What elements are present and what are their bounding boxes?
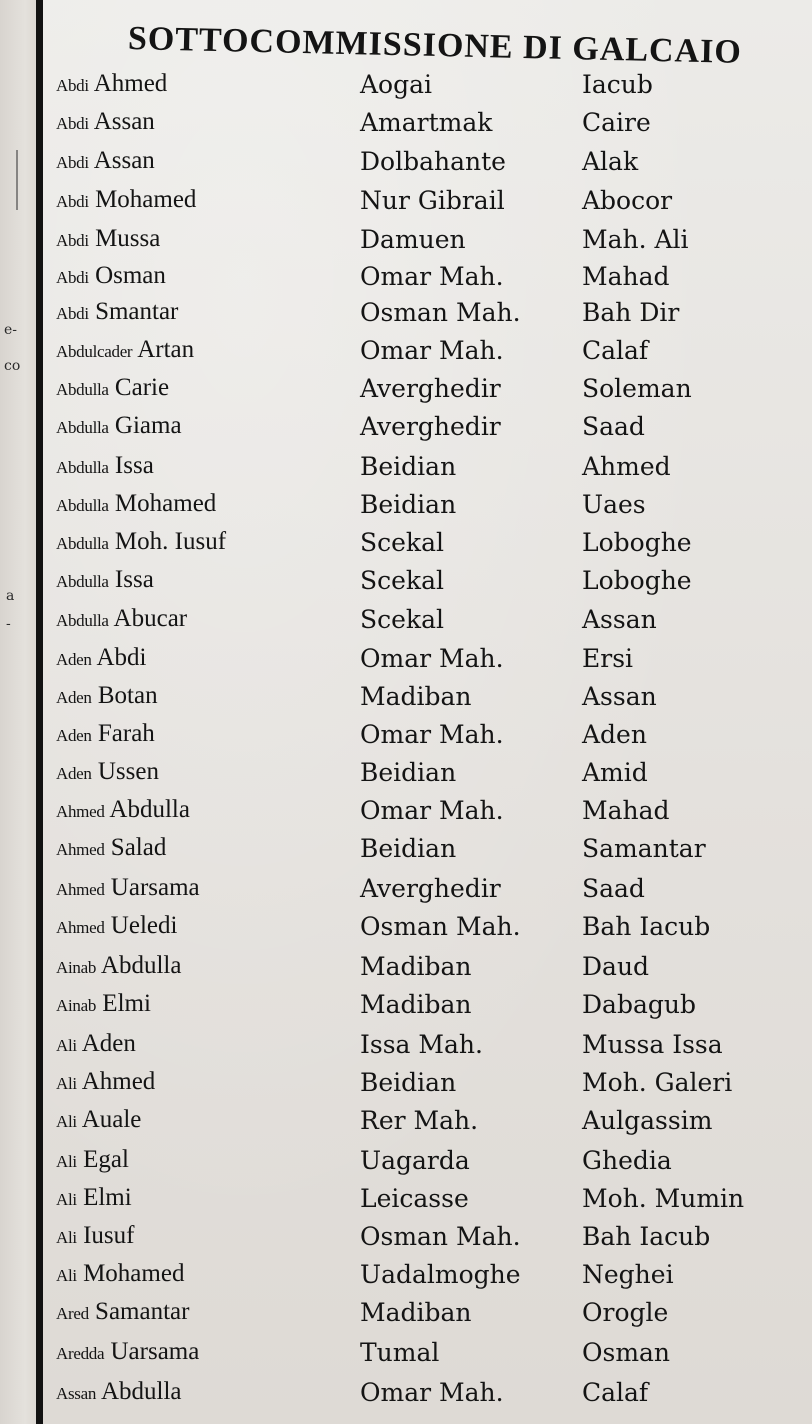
list-row — [0, 374, 812, 410]
list-row — [0, 262, 812, 298]
subclan-name: Mahad — [582, 262, 670, 291]
tribe-name: Madiban — [360, 1298, 472, 1327]
subclan-name: Mah. Ali — [582, 225, 689, 254]
tribe-name: Rer Mah. — [360, 1106, 479, 1135]
margin-text-fragment: a — [6, 588, 15, 604]
tribe-name: Scekal — [360, 566, 444, 595]
last-name: Abucar — [113, 605, 188, 632]
person-name — [56, 108, 155, 136]
person-name — [56, 225, 160, 253]
tribe-name: Omar Mah. — [360, 262, 504, 291]
page-title: SOTTOCOMMISSIONE DI GALCAIO — [127, 20, 743, 71]
first-name: Ahmed — [56, 840, 105, 859]
tribe-name: Tumal — [360, 1338, 440, 1367]
subclan-name: Loboghe — [582, 566, 692, 595]
last-name: Smantar — [95, 298, 179, 325]
person-name — [56, 834, 166, 862]
tribe-name: Omar Mah. — [360, 644, 504, 673]
first-name: Aden — [56, 688, 92, 707]
list-row — [0, 186, 812, 222]
tribe-name: Beidian — [360, 452, 457, 481]
tribe-name: Uagarda — [360, 1146, 470, 1175]
first-name: Abdulla — [56, 572, 109, 591]
person-name — [56, 1146, 129, 1174]
subclan-name: Ersi — [582, 644, 634, 673]
tribe-name: Omar Mah. — [360, 1378, 504, 1407]
list-row — [0, 1298, 812, 1334]
subclan-name: Dabagub — [582, 990, 696, 1019]
first-name: Abdi — [56, 114, 89, 133]
list-row — [0, 1338, 812, 1374]
tribe-name: Scekal — [360, 528, 444, 557]
subclan-name: Iacub — [582, 70, 653, 99]
last-name: Auale — [81, 1106, 142, 1133]
last-name: Abdulla — [100, 1378, 182, 1405]
last-name: Ueledi — [110, 912, 178, 939]
list-row — [0, 108, 812, 144]
first-name: Ahmed — [56, 918, 105, 937]
subclan-name: Soleman — [582, 374, 692, 403]
last-name: Ahmed — [93, 70, 168, 97]
list-row — [0, 1260, 812, 1296]
list-row — [0, 1184, 812, 1220]
last-name: Abdulla — [109, 796, 190, 823]
tribe-name: Osman Mah. — [360, 1222, 521, 1251]
first-name: Ali — [56, 1190, 77, 1209]
tribe-name: Averghedir — [360, 412, 501, 441]
person-name — [56, 186, 196, 214]
subclan-name: Bah Iacub — [582, 1222, 711, 1251]
person-name — [56, 262, 166, 290]
subclan-name: Mahad — [582, 796, 670, 825]
last-name: Uarsama — [110, 1338, 200, 1365]
tribe-name: Averghedir — [360, 374, 501, 403]
list-row — [0, 1222, 812, 1258]
last-name: Artan — [137, 336, 195, 363]
first-name: Ahmed — [56, 880, 105, 899]
list-row — [0, 147, 812, 183]
person-name — [56, 952, 181, 980]
subclan-name: Orogle — [582, 1298, 669, 1327]
person-name — [56, 566, 154, 594]
first-name: Aden — [56, 650, 92, 669]
tribe-name: Aogai — [360, 70, 433, 99]
subclan-name: Daud — [582, 952, 650, 981]
person-name — [56, 1378, 181, 1406]
list-row — [0, 605, 812, 641]
first-name: Abdulla — [56, 534, 109, 553]
tribe-name: Issa Mah. — [360, 1030, 483, 1059]
last-name: Osman — [95, 262, 166, 289]
margin-text-fragment: - — [6, 616, 11, 632]
first-name: Aden — [56, 726, 92, 745]
tribe-name: Omar Mah. — [360, 720, 504, 749]
first-name: Ali — [56, 1112, 77, 1131]
last-name: Giama — [114, 412, 182, 439]
person-name — [56, 644, 147, 672]
tribe-name: Madiban — [360, 682, 472, 711]
person-name — [56, 70, 167, 98]
tribe-name: Beidian — [360, 1068, 457, 1097]
list-row — [0, 566, 812, 602]
tribe-name: Uadalmoghe — [360, 1260, 521, 1289]
last-name: Moh. Iusuf — [114, 528, 227, 555]
person-name — [56, 758, 159, 786]
first-name: Aden — [56, 764, 92, 783]
person-name — [56, 1298, 189, 1326]
last-name: Abdi — [96, 644, 147, 671]
person-name — [56, 1222, 134, 1250]
list-row — [0, 758, 812, 794]
tribe-name: Osman Mah. — [360, 912, 521, 941]
subclan-name: Moh. Mumin — [582, 1184, 745, 1213]
person-name — [56, 412, 182, 440]
first-name: Ali — [56, 1228, 77, 1247]
person-name — [56, 1030, 136, 1058]
first-name: Ared — [56, 1304, 89, 1323]
first-name: Abdulcader — [56, 342, 133, 361]
last-name: Farah — [97, 720, 155, 747]
tribe-name: Osman Mah. — [360, 298, 521, 327]
first-name: Ainab — [56, 996, 97, 1015]
list-row — [0, 1068, 812, 1104]
subclan-name: Aulgassim — [582, 1106, 713, 1135]
list-row — [0, 225, 812, 261]
last-name: Carie — [114, 374, 170, 401]
last-name: Mussa — [95, 225, 161, 252]
person-name — [56, 298, 178, 326]
margin-text-fragment: co — [4, 358, 21, 374]
tribe-name: Leicasse — [360, 1184, 469, 1213]
last-name: Iusuf — [83, 1222, 135, 1249]
subclan-name: Osman — [582, 1338, 671, 1367]
subclan-name: Neghei — [582, 1260, 674, 1289]
person-name — [56, 605, 187, 633]
first-name: Ali — [56, 1074, 77, 1093]
last-name: Uarsama — [110, 874, 200, 901]
subclan-name: Abocor — [582, 186, 673, 215]
tribe-name: Averghedir — [360, 874, 501, 903]
person-name — [56, 912, 177, 940]
last-name: Mohamed — [114, 490, 217, 517]
list-row — [0, 834, 812, 870]
list-row — [0, 336, 812, 372]
list-row — [0, 298, 812, 334]
subclan-name: Ahmed — [582, 452, 671, 481]
first-name: Ainab — [56, 958, 97, 977]
last-name: Assan — [93, 147, 155, 174]
person-name — [56, 528, 226, 556]
subclan-name: Moh. Galeri — [582, 1068, 733, 1097]
list-row — [0, 874, 812, 910]
last-name: Samantar — [95, 1298, 190, 1325]
person-name — [56, 374, 169, 402]
first-name: Assan — [56, 1384, 97, 1403]
tribe-name: Amartmak — [360, 108, 493, 137]
margin-text-fragment: e- — [4, 322, 18, 338]
subclan-name: Alak — [582, 147, 639, 176]
first-name: Abdi — [56, 304, 89, 323]
list-row — [0, 644, 812, 680]
last-name: Mohamed — [95, 186, 197, 213]
list-row — [0, 528, 812, 564]
subclan-name: Mussa Issa — [582, 1030, 723, 1059]
last-name: Elmi — [83, 1184, 132, 1211]
subclan-name: Bah Dir — [582, 298, 680, 327]
last-name: Salad — [110, 834, 167, 861]
subclan-name: Calaf — [582, 1378, 649, 1407]
last-name: Assan — [93, 108, 155, 135]
list-row — [0, 1378, 812, 1414]
subclan-name: Uaes — [582, 490, 646, 519]
first-name: Ali — [56, 1152, 77, 1171]
last-name: Aden — [81, 1030, 136, 1057]
first-name: Aredda — [56, 1344, 105, 1363]
tribe-name: Omar Mah. — [360, 796, 504, 825]
first-name: Ali — [56, 1266, 77, 1285]
tribe-name: Omar Mah. — [360, 336, 504, 365]
person-name — [56, 1338, 199, 1366]
tribe-name: Madiban — [360, 990, 472, 1019]
person-name — [56, 1184, 132, 1212]
tribe-name: Dolbahante — [360, 147, 506, 176]
list-row — [0, 720, 812, 756]
last-name: Issa — [114, 452, 154, 479]
list-row — [0, 490, 812, 526]
subclan-name: Assan — [582, 682, 657, 711]
first-name: Abdulla — [56, 611, 109, 630]
person-name — [56, 1260, 184, 1288]
list-row — [0, 452, 812, 488]
list-row — [0, 796, 812, 832]
person-name — [56, 1068, 155, 1096]
list-row — [0, 1106, 812, 1142]
list-row — [0, 912, 812, 948]
person-name — [56, 796, 190, 824]
first-name: Ali — [56, 1036, 77, 1055]
subclan-name: Caire — [582, 108, 651, 137]
first-name: Ahmed — [56, 802, 105, 821]
first-name: Abdulla — [56, 496, 109, 515]
person-name — [56, 720, 155, 748]
list-row — [0, 1030, 812, 1066]
person-name — [56, 990, 151, 1018]
first-name: Abdi — [56, 76, 89, 95]
first-name: Abdulla — [56, 418, 109, 437]
tribe-name: Beidian — [360, 834, 457, 863]
list-row — [0, 1146, 812, 1182]
first-name: Abdi — [56, 153, 89, 172]
subclan-name: Amid — [582, 758, 648, 787]
subclan-name: Bah Iacub — [582, 912, 711, 941]
last-name: Botan — [97, 682, 158, 709]
list-row — [0, 952, 812, 988]
last-name: Elmi — [102, 990, 151, 1017]
subclan-name: Assan — [582, 605, 657, 634]
person-name — [56, 336, 194, 364]
last-name: Mohamed — [83, 1260, 185, 1287]
person-name — [56, 490, 216, 518]
tribe-name: Beidian — [360, 758, 457, 787]
last-name: Ussen — [97, 758, 159, 785]
tribe-name: Nur Gibrail — [360, 186, 505, 215]
tribe-name: Madiban — [360, 952, 472, 981]
first-name: Abdi — [56, 192, 89, 211]
last-name: Egal — [83, 1146, 129, 1173]
first-name: Abdi — [56, 268, 89, 287]
person-name — [56, 874, 200, 902]
list-row — [0, 990, 812, 1026]
person-name — [56, 452, 154, 480]
list-row — [0, 682, 812, 718]
subclan-name: Loboghe — [582, 528, 692, 557]
tribe-name: Scekal — [360, 605, 444, 634]
person-name — [56, 1106, 141, 1134]
first-name: Abdulla — [56, 380, 109, 399]
last-name: Issa — [114, 566, 154, 593]
list-row — [0, 70, 812, 106]
subclan-name: Saad — [582, 412, 645, 441]
last-name: Abdulla — [100, 952, 182, 979]
tribe-name: Beidian — [360, 490, 457, 519]
subclan-name: Calaf — [582, 336, 649, 365]
list-row — [0, 412, 812, 448]
first-name: Abdulla — [56, 458, 109, 477]
subclan-name: Aden — [582, 720, 647, 749]
person-name — [56, 682, 158, 710]
subclan-name: Saad — [582, 874, 645, 903]
subclan-name: Samantar — [582, 834, 706, 863]
first-name: Abdi — [56, 231, 89, 250]
person-name — [56, 147, 155, 175]
last-name: Ahmed — [81, 1068, 156, 1095]
subclan-name: Ghedia — [582, 1146, 672, 1175]
tribe-name: Damuen — [360, 225, 466, 254]
